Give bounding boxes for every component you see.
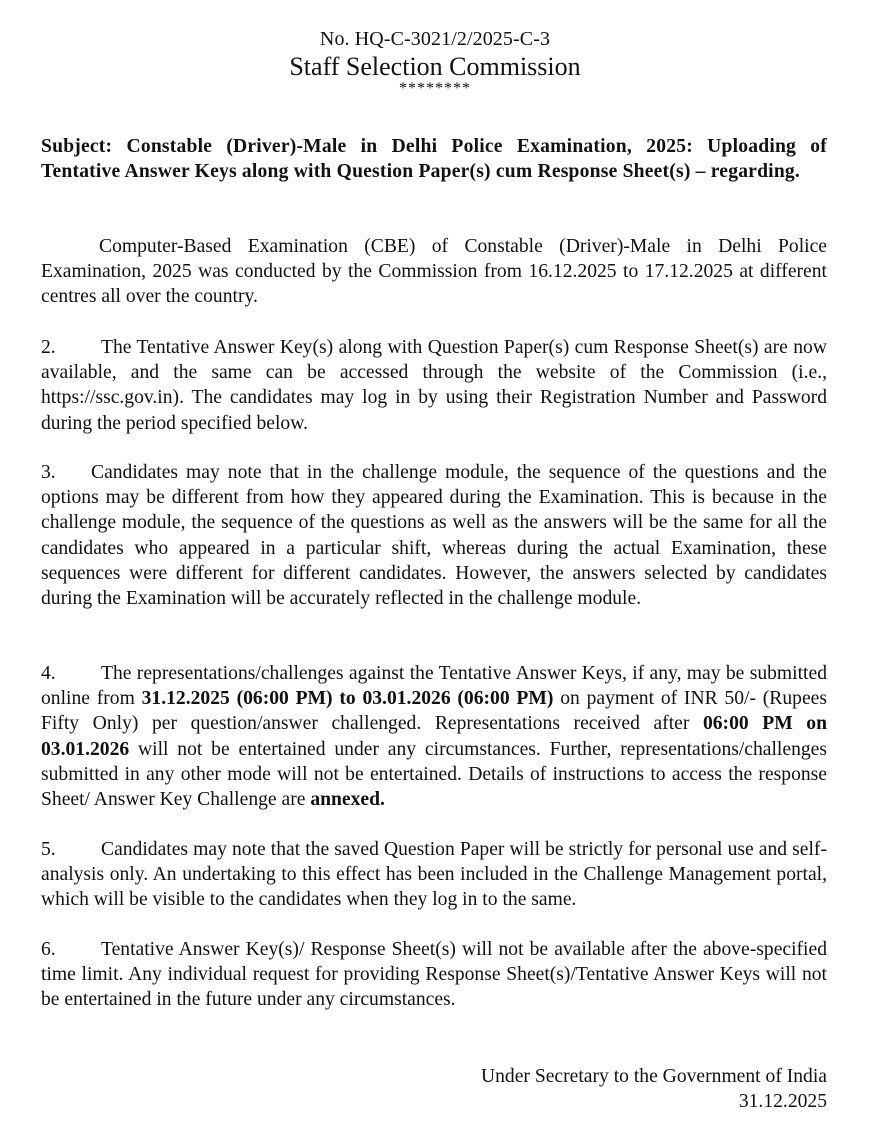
paragraph-text: The representations/challenges against the Tentative Answer Keys, if any, may be submitted online from: [41, 663, 827, 710]
paragraph-number: 6.: [41, 939, 56, 960]
paragraph-number: 4.: [41, 663, 56, 684]
paragraph-text: The Tentative Answer Key(s) along with Question Paper(s) cum Response Sheet(s) are now available, and the same can be accessed through the website of the Commission (i.e., https://ssc.gov.in). The candidates may log in by using their Registration Number and Password during the period specified below.: [41, 337, 827, 434]
reference-number: No. HQ-C-3021/2/2025-C-3: [319, 28, 551, 50]
deadline-text: 06:00 PM on 03.01.2026: [41, 713, 827, 760]
paragraph-intro: [41, 234, 827, 310]
signature-block: [481, 1064, 827, 1114]
paragraph-text: on payment of INR 50/- (Rupees Fifty Only) per question/answer challenged. Representations received after: [41, 688, 827, 735]
paragraph-4: [41, 661, 827, 812]
signature-date: 31.12.2025: [738, 1091, 827, 1112]
paragraph-text: Candidates may note that the saved Question Paper will be strictly for personal use and self-analysis only. An undertaking to this effect has been included in the Challenge Management portal, which will be visible to the candidates when they log in to the same.: [41, 839, 827, 911]
separator: ********: [399, 80, 471, 97]
paragraph-number: 3.: [41, 462, 56, 483]
paragraph-text: Computer-Based Examination (CBE) of Constable (Driver)-Male in Delhi Police Examination, 2025 was conducted by the Commission from 16.12.2025 to 17.12.2025 at different centres all over the country.: [41, 236, 827, 308]
paragraph-3: [41, 460, 827, 611]
annexed-text: annexed.: [310, 789, 385, 811]
challenge-window-dates: 31.12.2025 (06:00 PM) to 03.01.2026 (06:00 PM): [141, 688, 554, 710]
paragraph-text: will not be entertained under any circumstances. Further, representations/challenges submitted in any other mode will not be entertained. Details of instructions to access the response Sheet/ Answer Key Challenge are: [41, 738, 827, 811]
subject-line: Subject: Constable (Driver)-Male in Delhi Police Examination, 2025: Uploading of Tentative Answer Keys along with Question Paper(s) cum Response Sheet(s) – regarding.: [41, 136, 827, 183]
paragraph-text: Tentative Answer Key(s)/ Response Sheet(s) will not be available after the above-specified time limit. Any individual request for providing Response Sheet(s)/Tentative Answer Keys will not be entertained in the future under any circumstances.: [41, 939, 827, 1011]
notice-header: [0, 26, 870, 96]
organization-name: Staff Selection Commission: [289, 52, 581, 81]
paragraph-5: [41, 837, 827, 913]
paragraph-number: 2.: [41, 337, 56, 358]
paragraph-6: [41, 937, 827, 1013]
paragraph-2: [41, 335, 827, 436]
paragraph-number: 5.: [41, 839, 56, 860]
signatory-designation: Under Secretary to the Government of India: [480, 1066, 827, 1087]
paragraph-text: Candidates may note that in the challenge module, the sequence of the questions and the options may be different from how they appeared during the Examination. This is because in the challenge module, the sequence of the questions as well as the answers will be the same for all the candidates who appeared in a particular shift, whereas during the actual Examination, these sequences were different for different candidates. However, the answers selected by candidates during the Examination will be accurately reflected in the challenge module.: [41, 462, 827, 610]
